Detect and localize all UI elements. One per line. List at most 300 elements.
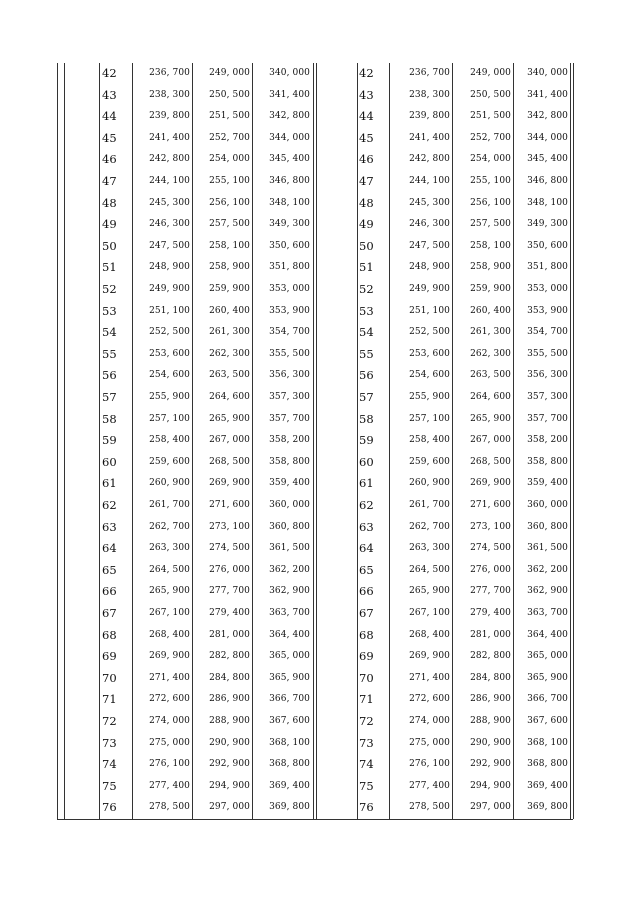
amount-cell: 267, 100 <box>409 608 450 618</box>
amount-cell: 267, 100 <box>149 608 190 618</box>
grade-cell: 53 <box>359 303 374 318</box>
grade-cell: 51 <box>359 260 374 275</box>
amount-cell: 257, 100 <box>149 413 190 424</box>
amount-cell: 362, 900 <box>527 586 568 597</box>
amount-cell: 267, 000 <box>209 435 250 446</box>
amount-cell: 263, 300 <box>149 543 190 554</box>
table-row <box>0 236 630 258</box>
table-bottom-rule <box>57 819 573 820</box>
amount-cell: 257, 500 <box>209 219 250 230</box>
amount-cell: 359, 400 <box>527 478 568 489</box>
amount-cell: 340, 000 <box>527 68 568 78</box>
amount-cell: 349, 300 <box>527 219 568 230</box>
table-row <box>0 560 630 582</box>
amount-cell: 259, 900 <box>470 284 511 294</box>
amount-cell: 249, 900 <box>149 284 190 294</box>
grade-cell: 44 <box>102 109 117 124</box>
grade-cell: 46 <box>359 152 374 167</box>
amount-cell: 259, 600 <box>409 456 450 467</box>
amount-cell: 361, 500 <box>269 543 310 554</box>
table-row <box>0 538 630 560</box>
amount-cell: 369, 800 <box>269 802 310 813</box>
amount-cell: 340, 000 <box>269 68 310 78</box>
amount-cell: 271, 400 <box>149 672 190 683</box>
grade-cell: 55 <box>359 346 374 361</box>
amount-cell: 251, 500 <box>209 111 250 122</box>
amount-cell: 365, 900 <box>269 672 310 683</box>
amount-cell: 274, 500 <box>470 543 511 554</box>
amount-cell: 355, 500 <box>527 348 568 359</box>
amount-cell: 288, 900 <box>209 716 250 726</box>
amount-cell: 251, 500 <box>470 111 511 122</box>
amount-cell: 366, 700 <box>527 694 568 705</box>
amount-cell: 277, 700 <box>470 586 511 597</box>
grade-cell: 45 <box>359 130 374 145</box>
amount-cell: 264, 600 <box>209 392 250 402</box>
grade-cell: 56 <box>102 368 117 383</box>
amount-cell: 349, 300 <box>269 219 310 230</box>
amount-cell: 244, 100 <box>409 176 450 186</box>
amount-cell: 251, 100 <box>409 305 450 316</box>
amount-cell: 261, 300 <box>470 327 511 338</box>
amount-cell: 274, 000 <box>149 716 190 726</box>
amount-cell: 351, 800 <box>269 262 310 273</box>
amount-cell: 257, 100 <box>409 413 450 424</box>
amount-cell: 268, 400 <box>149 629 190 640</box>
grade-cell: 74 <box>359 757 374 772</box>
table-row <box>0 365 630 387</box>
amount-cell: 348, 100 <box>269 197 310 208</box>
amount-cell: 344, 000 <box>527 132 568 143</box>
amount-cell: 276, 100 <box>149 759 190 770</box>
amount-cell: 284, 800 <box>470 672 511 683</box>
amount-cell: 362, 200 <box>527 564 568 575</box>
grade-cell: 58 <box>359 411 374 426</box>
grade-cell: 43 <box>359 87 374 102</box>
amount-cell: 294, 900 <box>209 780 250 791</box>
amount-cell: 271, 400 <box>409 672 450 683</box>
table-row <box>0 128 630 150</box>
grade-cell: 50 <box>359 238 374 253</box>
amount-cell: 358, 800 <box>527 456 568 467</box>
table-row <box>0 797 630 819</box>
amount-cell: 359, 400 <box>269 478 310 489</box>
table-row <box>0 430 630 452</box>
amount-cell: 357, 300 <box>527 392 568 402</box>
amount-cell: 268, 400 <box>409 629 450 640</box>
amount-cell: 255, 900 <box>409 392 450 402</box>
amount-cell: 258, 400 <box>409 435 450 446</box>
amount-cell: 366, 700 <box>269 694 310 705</box>
amount-cell: 258, 100 <box>209 240 250 251</box>
amount-cell: 274, 000 <box>409 716 450 726</box>
amount-cell: 260, 400 <box>470 305 511 316</box>
amount-cell: 245, 300 <box>409 197 450 208</box>
amount-cell: 255, 100 <box>209 176 250 186</box>
amount-cell: 255, 100 <box>470 176 511 186</box>
table-row <box>0 344 630 366</box>
amount-cell: 265, 900 <box>149 586 190 597</box>
amount-cell: 259, 900 <box>209 284 250 294</box>
amount-cell: 268, 500 <box>470 456 511 467</box>
amount-cell: 345, 400 <box>269 154 310 165</box>
amount-cell: 360, 000 <box>527 500 568 510</box>
table-row <box>0 517 630 539</box>
grade-cell: 68 <box>359 627 374 642</box>
grade-cell: 58 <box>102 411 117 426</box>
amount-cell: 367, 600 <box>527 716 568 726</box>
amount-cell: 279, 400 <box>209 608 250 618</box>
amount-cell: 263, 300 <box>409 543 450 554</box>
amount-cell: 276, 000 <box>470 564 511 575</box>
amount-cell: 252, 700 <box>209 132 250 143</box>
grade-cell: 49 <box>102 217 117 232</box>
amount-cell: 365, 000 <box>527 651 568 662</box>
amount-cell: 292, 900 <box>470 759 511 770</box>
amount-cell: 252, 700 <box>470 132 511 143</box>
grade-cell: 69 <box>102 649 117 664</box>
amount-cell: 273, 100 <box>209 521 250 532</box>
amount-cell: 255, 900 <box>149 392 190 402</box>
amount-cell: 258, 900 <box>470 262 511 273</box>
amount-cell: 356, 300 <box>269 370 310 381</box>
grade-cell: 56 <box>359 368 374 383</box>
grade-cell: 43 <box>102 87 117 102</box>
amount-cell: 277, 700 <box>209 586 250 597</box>
amount-cell: 281, 000 <box>470 629 511 640</box>
amount-cell: 368, 100 <box>527 737 568 748</box>
grade-cell: 54 <box>359 325 374 340</box>
amount-cell: 356, 300 <box>527 370 568 381</box>
table-row <box>0 279 630 301</box>
amount-cell: 369, 800 <box>527 802 568 813</box>
amount-cell: 247, 500 <box>149 240 190 251</box>
amount-cell: 259, 600 <box>149 456 190 467</box>
amount-cell: 238, 300 <box>149 89 190 100</box>
amount-cell: 247, 500 <box>409 240 450 251</box>
amount-cell: 236, 700 <box>149 68 190 78</box>
grade-cell: 66 <box>359 584 374 599</box>
amount-cell: 357, 300 <box>269 392 310 402</box>
grade-cell: 52 <box>359 282 374 296</box>
amount-cell: 258, 400 <box>149 435 190 446</box>
amount-cell: 290, 900 <box>209 737 250 748</box>
grade-cell: 70 <box>359 670 374 685</box>
amount-cell: 241, 400 <box>409 132 450 143</box>
amount-cell: 369, 400 <box>527 780 568 791</box>
amount-cell: 244, 100 <box>149 176 190 186</box>
amount-cell: 239, 800 <box>149 111 190 122</box>
amount-cell: 256, 100 <box>470 197 511 208</box>
amount-cell: 263, 500 <box>209 370 250 381</box>
amount-cell: 353, 000 <box>527 284 568 294</box>
amount-cell: 360, 800 <box>527 521 568 532</box>
amount-cell: 278, 500 <box>149 802 190 813</box>
amount-cell: 358, 200 <box>269 435 310 446</box>
amount-cell: 277, 400 <box>149 780 190 791</box>
table-row <box>0 603 630 625</box>
grade-cell: 68 <box>102 627 117 642</box>
amount-cell: 345, 400 <box>527 154 568 165</box>
grade-cell: 73 <box>359 735 374 750</box>
grade-cell: 73 <box>102 735 117 750</box>
amount-cell: 277, 400 <box>409 780 450 791</box>
grade-cell: 49 <box>359 217 374 232</box>
table-row <box>0 85 630 107</box>
amount-cell: 271, 600 <box>209 500 250 510</box>
amount-cell: 252, 500 <box>149 327 190 338</box>
grade-cell: 59 <box>102 433 117 448</box>
grade-cell: 42 <box>102 66 117 80</box>
grade-cell: 71 <box>102 692 117 707</box>
amount-cell: 292, 900 <box>209 759 250 770</box>
grade-cell: 75 <box>359 778 374 793</box>
amount-cell: 350, 600 <box>527 240 568 251</box>
grade-cell: 62 <box>102 498 117 512</box>
amount-cell: 253, 600 <box>149 348 190 359</box>
amount-cell: 257, 500 <box>470 219 511 230</box>
amount-cell: 357, 700 <box>269 413 310 424</box>
amount-cell: 297, 000 <box>209 802 250 813</box>
amount-cell: 361, 500 <box>527 543 568 554</box>
table-row <box>0 711 630 733</box>
amount-cell: 252, 500 <box>409 327 450 338</box>
amount-cell: 265, 900 <box>209 413 250 424</box>
table-row <box>0 581 630 603</box>
amount-cell: 242, 800 <box>149 154 190 165</box>
grade-cell: 44 <box>359 109 374 124</box>
amount-cell: 276, 100 <box>409 759 450 770</box>
amount-cell: 258, 100 <box>470 240 511 251</box>
amount-cell: 269, 900 <box>409 651 450 662</box>
table-row <box>0 473 630 495</box>
grade-cell: 63 <box>359 519 374 534</box>
table-row <box>0 257 630 279</box>
table-row <box>0 495 630 517</box>
amount-cell: 264, 500 <box>149 564 190 575</box>
amount-cell: 281, 000 <box>209 629 250 640</box>
amount-cell: 269, 900 <box>470 478 511 489</box>
amount-cell: 357, 700 <box>527 413 568 424</box>
amount-cell: 245, 300 <box>149 197 190 208</box>
amount-cell: 348, 100 <box>527 197 568 208</box>
grade-cell: 48 <box>359 195 374 210</box>
grade-cell: 70 <box>102 670 117 685</box>
amount-cell: 360, 800 <box>269 521 310 532</box>
grade-cell: 69 <box>359 649 374 664</box>
amount-cell: 273, 100 <box>470 521 511 532</box>
amount-cell: 294, 900 <box>470 780 511 791</box>
grade-cell: 64 <box>359 541 374 556</box>
amount-cell: 263, 500 <box>470 370 511 381</box>
amount-cell: 249, 000 <box>470 68 511 78</box>
amount-cell: 365, 900 <box>527 672 568 683</box>
amount-cell: 358, 800 <box>269 456 310 467</box>
amount-cell: 282, 800 <box>470 651 511 662</box>
amount-cell: 236, 700 <box>409 68 450 78</box>
grade-cell: 65 <box>102 562 117 577</box>
grade-cell: 74 <box>102 757 117 772</box>
grade-cell: 61 <box>359 476 374 491</box>
amount-cell: 262, 300 <box>209 348 250 359</box>
table-row <box>0 106 630 128</box>
table-row <box>0 754 630 776</box>
table-row <box>0 409 630 431</box>
amount-cell: 288, 900 <box>470 716 511 726</box>
amount-cell: 261, 300 <box>209 327 250 338</box>
amount-cell: 254, 600 <box>149 370 190 381</box>
grade-cell: 61 <box>102 476 117 491</box>
grade-cell: 47 <box>359 174 374 188</box>
table-row <box>0 625 630 647</box>
grade-cell: 46 <box>102 152 117 167</box>
amount-cell: 271, 600 <box>470 500 511 510</box>
table-row <box>0 387 630 409</box>
amount-cell: 368, 800 <box>269 759 310 770</box>
amount-cell: 360, 000 <box>269 500 310 510</box>
grade-cell: 45 <box>102 130 117 145</box>
grade-cell: 52 <box>102 282 117 296</box>
amount-cell: 261, 700 <box>149 500 190 510</box>
grade-cell: 65 <box>359 562 374 577</box>
table-row <box>0 733 630 755</box>
amount-cell: 258, 900 <box>209 262 250 273</box>
table-row <box>0 452 630 474</box>
amount-cell: 368, 800 <box>527 759 568 770</box>
amount-cell: 286, 900 <box>470 694 511 705</box>
amount-cell: 239, 800 <box>409 111 450 122</box>
amount-cell: 276, 000 <box>209 564 250 575</box>
amount-cell: 362, 200 <box>269 564 310 575</box>
grade-cell: 55 <box>102 346 117 361</box>
grade-cell: 72 <box>102 714 117 728</box>
amount-cell: 363, 700 <box>527 608 568 618</box>
amount-cell: 275, 000 <box>149 737 190 748</box>
amount-cell: 354, 700 <box>527 327 568 338</box>
amount-cell: 342, 800 <box>527 111 568 122</box>
amount-cell: 346, 800 <box>269 176 310 186</box>
amount-cell: 269, 900 <box>209 478 250 489</box>
grade-cell: 60 <box>359 454 374 469</box>
amount-cell: 350, 600 <box>269 240 310 251</box>
amount-cell: 353, 900 <box>269 305 310 316</box>
grade-cell: 75 <box>102 778 117 793</box>
grade-cell: 54 <box>102 325 117 340</box>
amount-cell: 260, 900 <box>409 478 450 489</box>
amount-cell: 256, 100 <box>209 197 250 208</box>
amount-cell: 364, 400 <box>527 629 568 640</box>
amount-cell: 282, 800 <box>209 651 250 662</box>
table-row <box>0 776 630 798</box>
amount-cell: 264, 500 <box>409 564 450 575</box>
grade-cell: 76 <box>102 800 117 815</box>
amount-cell: 250, 500 <box>209 89 250 100</box>
amount-cell: 342, 800 <box>269 111 310 122</box>
amount-cell: 341, 400 <box>269 89 310 100</box>
amount-cell: 351, 800 <box>527 262 568 273</box>
grade-cell: 67 <box>359 606 374 620</box>
grade-cell: 47 <box>102 174 117 188</box>
grade-cell: 62 <box>359 498 374 512</box>
amount-cell: 249, 900 <box>409 284 450 294</box>
grade-cell: 59 <box>359 433 374 448</box>
table-row <box>0 171 630 193</box>
table-row <box>0 63 630 85</box>
grade-cell: 63 <box>102 519 117 534</box>
grade-cell: 53 <box>102 303 117 318</box>
table-row <box>0 646 630 668</box>
amount-cell: 367, 600 <box>269 716 310 726</box>
grade-cell: 66 <box>102 584 117 599</box>
grade-cell: 67 <box>102 606 117 620</box>
amount-cell: 254, 000 <box>209 154 250 165</box>
grade-cell: 64 <box>102 541 117 556</box>
amount-cell: 260, 400 <box>209 305 250 316</box>
amount-cell: 363, 700 <box>269 608 310 618</box>
amount-cell: 286, 900 <box>209 694 250 705</box>
amount-cell: 365, 000 <box>269 651 310 662</box>
amount-cell: 262, 300 <box>470 348 511 359</box>
amount-cell: 238, 300 <box>409 89 450 100</box>
grade-cell: 72 <box>359 714 374 728</box>
table-row <box>0 149 630 171</box>
table-row <box>0 301 630 323</box>
amount-cell: 272, 600 <box>149 694 190 705</box>
table-row <box>0 193 630 215</box>
amount-cell: 341, 400 <box>527 89 568 100</box>
grade-cell: 71 <box>359 692 374 707</box>
amount-cell: 248, 900 <box>409 262 450 273</box>
grade-cell: 57 <box>359 390 374 404</box>
amount-cell: 265, 900 <box>409 586 450 597</box>
amount-cell: 368, 100 <box>269 737 310 748</box>
amount-cell: 354, 700 <box>269 327 310 338</box>
amount-cell: 260, 900 <box>149 478 190 489</box>
amount-cell: 262, 700 <box>149 521 190 532</box>
amount-cell: 358, 200 <box>527 435 568 446</box>
amount-cell: 274, 500 <box>209 543 250 554</box>
table-row <box>0 322 630 344</box>
grade-cell: 42 <box>359 66 374 80</box>
amount-cell: 275, 000 <box>409 737 450 748</box>
amount-cell: 262, 700 <box>409 521 450 532</box>
amount-cell: 364, 400 <box>269 629 310 640</box>
amount-cell: 249, 000 <box>209 68 250 78</box>
amount-cell: 251, 100 <box>149 305 190 316</box>
amount-cell: 250, 500 <box>470 89 511 100</box>
grade-cell: 50 <box>102 238 117 253</box>
table-row <box>0 689 630 711</box>
grade-cell: 60 <box>102 454 117 469</box>
amount-cell: 261, 700 <box>409 500 450 510</box>
amount-cell: 267, 000 <box>470 435 511 446</box>
grade-cell: 48 <box>102 195 117 210</box>
amount-cell: 369, 400 <box>269 780 310 791</box>
amount-cell: 246, 300 <box>409 219 450 230</box>
amount-cell: 264, 600 <box>470 392 511 402</box>
table-row <box>0 214 630 236</box>
amount-cell: 278, 500 <box>409 802 450 813</box>
amount-cell: 346, 800 <box>527 176 568 186</box>
amount-cell: 248, 900 <box>149 262 190 273</box>
amount-cell: 290, 900 <box>470 737 511 748</box>
amount-cell: 246, 300 <box>149 219 190 230</box>
amount-cell: 353, 900 <box>527 305 568 316</box>
amount-cell: 353, 000 <box>269 284 310 294</box>
grade-cell: 51 <box>102 260 117 275</box>
table-row <box>0 668 630 690</box>
amount-cell: 254, 600 <box>409 370 450 381</box>
